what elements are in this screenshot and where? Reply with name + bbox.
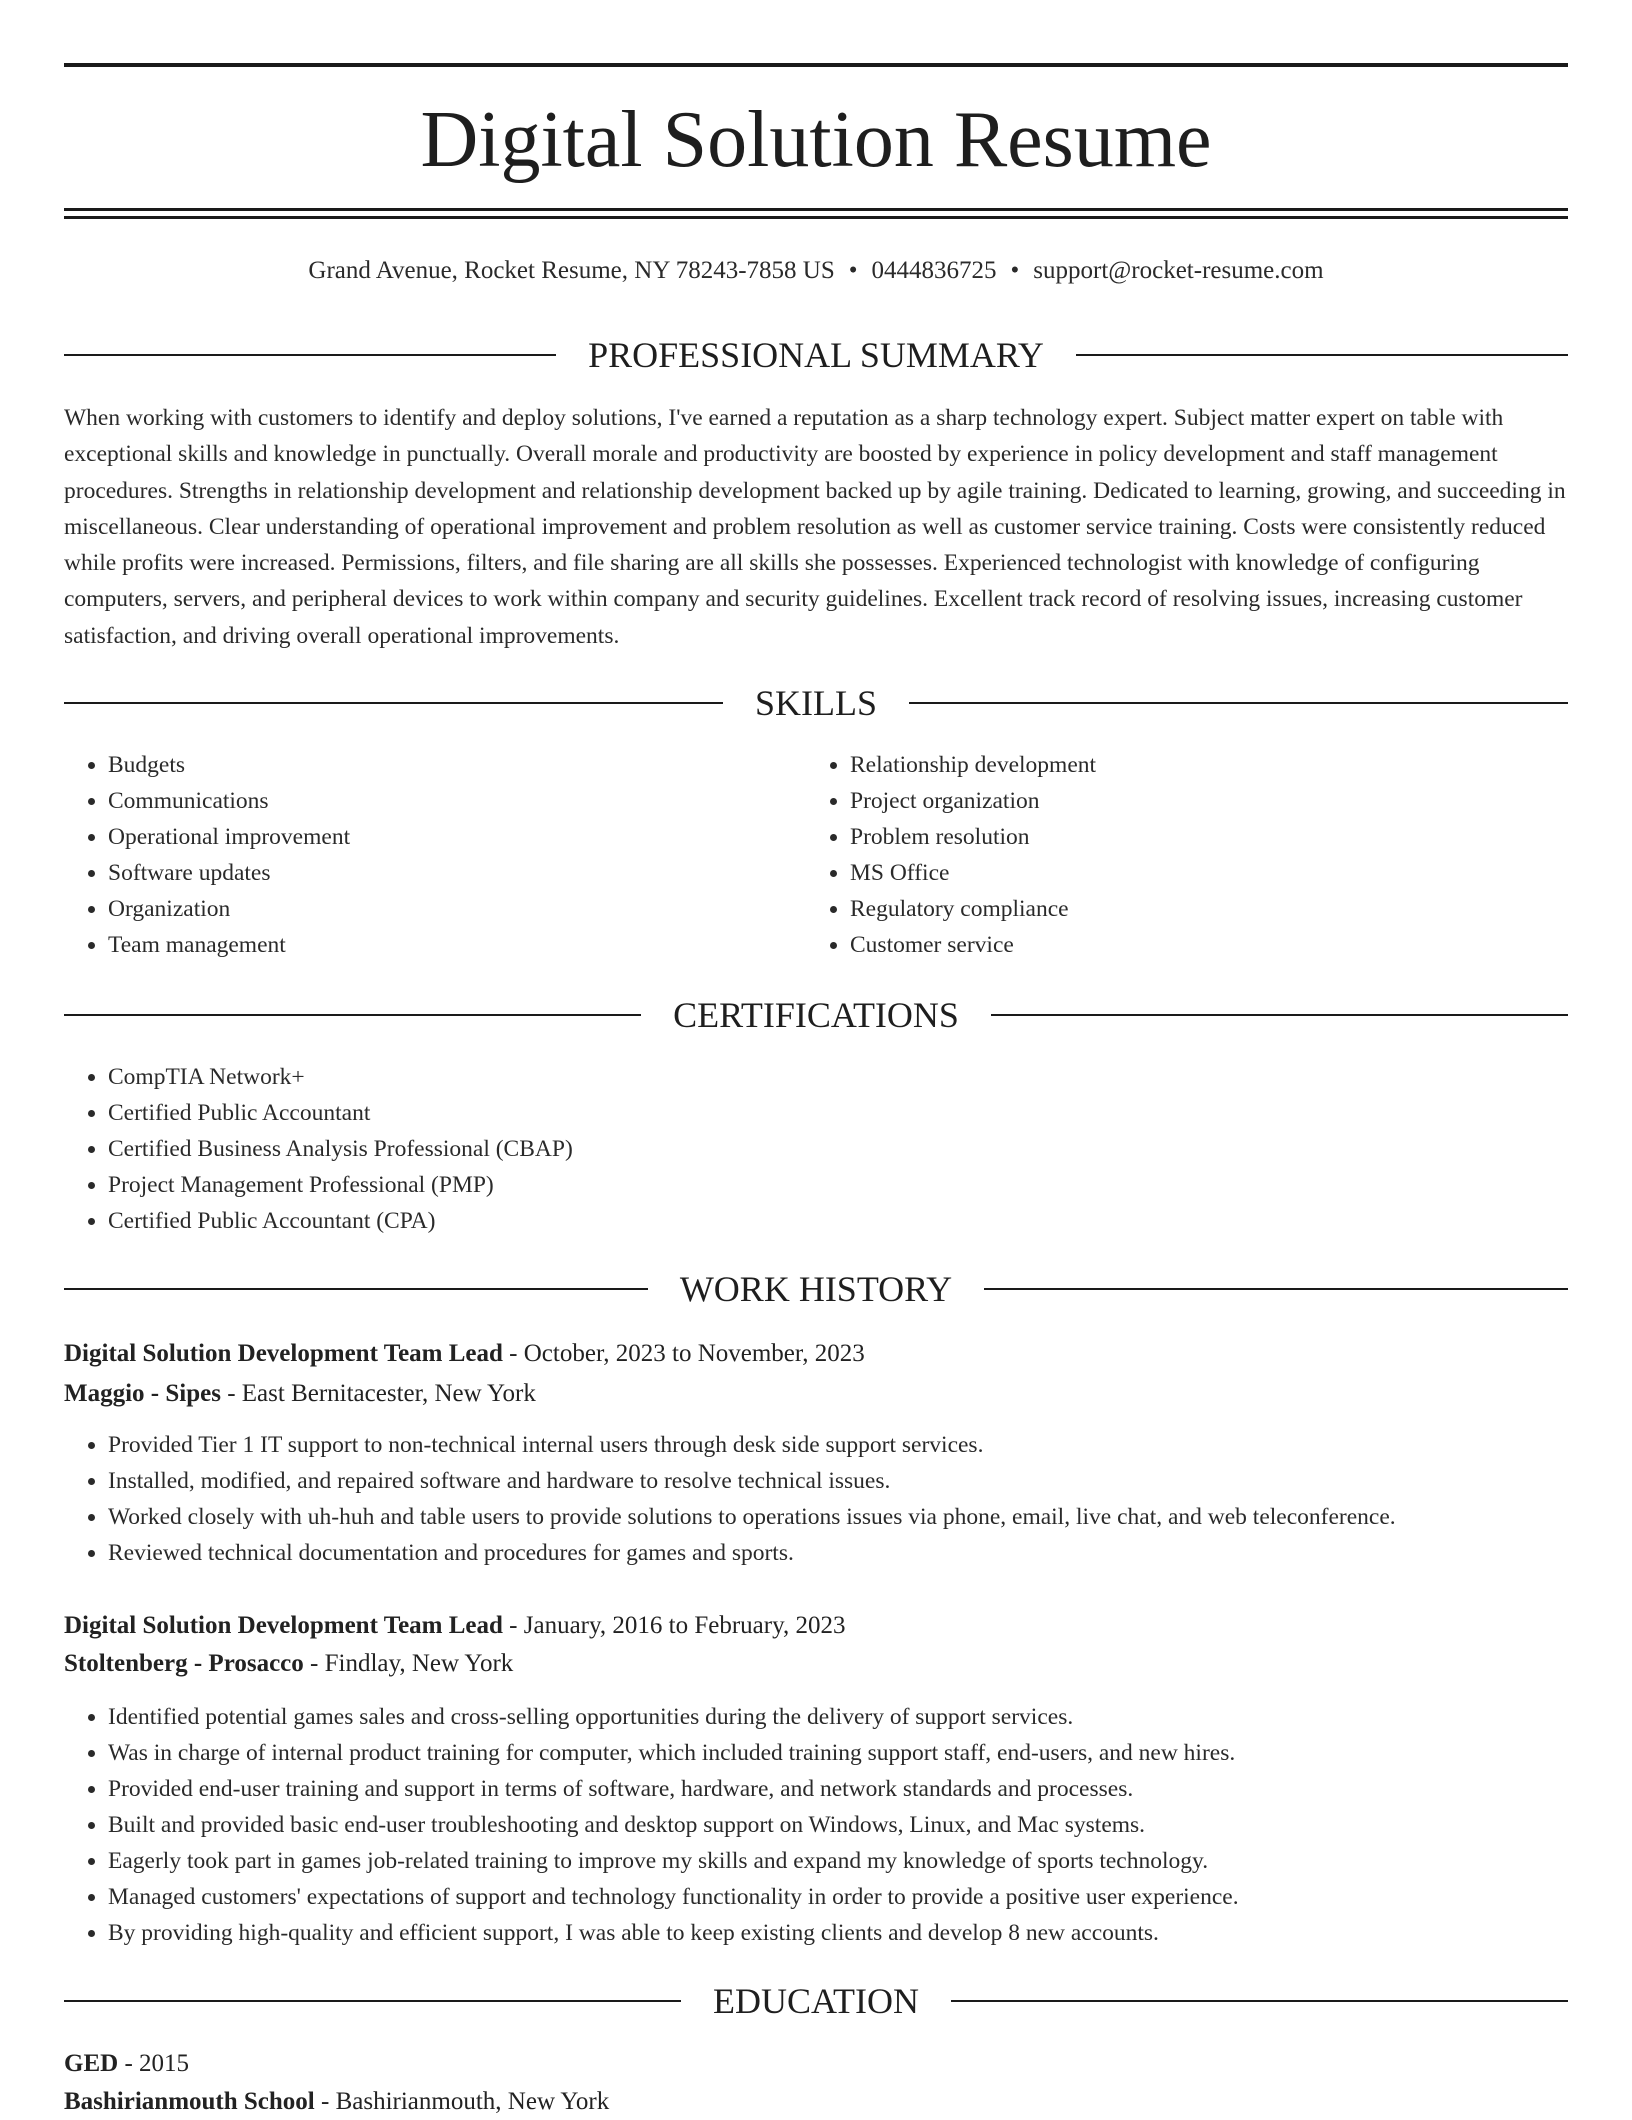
skills-list-right xyxy=(806,747,1550,963)
section-heading-summary xyxy=(64,333,1568,377)
section-title: WORK HISTORY xyxy=(679,1269,953,1309)
education-degree-line xyxy=(64,2046,1568,2082)
job-bullet: • Provided Tier 1 IT support to non-technical internal users through desk side support services. xyxy=(108,1427,1568,1463)
dash: - xyxy=(124,2050,133,2077)
job-company-line xyxy=(64,1376,1568,1412)
skill-item: • Problem resolution xyxy=(850,819,1550,855)
skill-item: • Communications xyxy=(108,783,808,819)
certifications-list xyxy=(64,1059,1568,1239)
dash: - xyxy=(509,1340,518,1367)
header-rule-upper xyxy=(64,208,1568,211)
divider-line xyxy=(64,702,723,704)
education-school: Bashirianmouth School xyxy=(64,2088,315,2115)
job-company: Maggio - Sipes xyxy=(64,1380,221,1407)
job-bullets xyxy=(64,1427,1568,1571)
divider-line xyxy=(909,702,1568,704)
contact-separator: • xyxy=(848,257,858,284)
section-title: EDUCATION xyxy=(713,1981,919,2021)
certification-item: • Project Management Professional (PMP) xyxy=(108,1167,1568,1203)
job-dates: October, 2023 to November, 2023 xyxy=(523,1340,865,1367)
divider-line xyxy=(64,354,556,356)
contact-address: Grand Avenue, Rocket Resume, NY 78243-7858 US xyxy=(308,257,835,284)
job-bullet: • Was in charge of internal product training for computer, which included training support staff, end-users, and new hires. xyxy=(108,1735,1568,1771)
skills-list-left xyxy=(64,747,808,963)
skill-item: • Team management xyxy=(108,927,808,963)
header-top-rule xyxy=(64,63,1568,67)
divider-line xyxy=(64,2000,681,2002)
job-bullet: • Eagerly took part in games job-related training to improve my skills and expand my knowledge of sports technology. xyxy=(108,1843,1568,1879)
education-location: Bashirianmouth, New York xyxy=(335,2088,610,2115)
job-bullet: • Reviewed technical documentation and procedures for games and sports. xyxy=(108,1535,1568,1571)
resume-title: Digital Solution Resume xyxy=(420,96,1212,184)
job-location: East Bernitacester, New York xyxy=(241,1380,536,1407)
job-bullet: • Installed, modified, and repaired software and hardware to resolve technical issues. xyxy=(108,1463,1568,1499)
certification-item: • Certified Public Accountant xyxy=(108,1095,1568,1131)
job-bullet: • Managed customers' expectations of support and technology functionality in order to provide a positive user experience. xyxy=(108,1879,1568,1915)
skill-item: • Organization xyxy=(108,891,808,927)
section-heading-education xyxy=(64,1979,1568,2023)
section-title: SKILLS xyxy=(755,683,878,723)
skill-item: • Relationship development xyxy=(850,747,1550,783)
job-bullet: • Built and provided basic end-user troubleshooting and desktop support on Windows, Linux, and Mac systems. xyxy=(108,1807,1568,1843)
skill-item: • Budgets xyxy=(108,747,808,783)
section-heading-work xyxy=(64,1267,1568,1311)
skill-item: • Operational improvement xyxy=(108,819,808,855)
divider-line xyxy=(64,1288,648,1290)
divider-line xyxy=(951,2000,1568,2002)
section-heading-skills xyxy=(64,681,1568,725)
job-title-line xyxy=(64,1336,1568,1372)
job-company: Stoltenberg - Prosacco xyxy=(64,1650,304,1677)
section-title: CERTIFICATIONS xyxy=(673,995,959,1035)
education-year: 2015 xyxy=(139,2050,190,2077)
certification-item: • CompTIA Network+ xyxy=(108,1059,1568,1095)
skill-item: • Regulatory compliance xyxy=(850,891,1550,927)
certification-item: • Certified Public Accountant (CPA) xyxy=(108,1203,1568,1239)
job-title-line xyxy=(64,1608,1568,1644)
job-title: Digital Solution Development Team Lead xyxy=(64,1612,503,1639)
dash: - xyxy=(509,1612,518,1639)
education-degree: GED xyxy=(64,2050,119,2077)
contact-separator: • xyxy=(1010,257,1020,284)
skill-item: • Project organization xyxy=(850,783,1550,819)
dash: - xyxy=(321,2088,330,2115)
certification-item: • Certified Business Analysis Professional (CBAP) xyxy=(108,1131,1568,1167)
skill-item: • Customer service xyxy=(850,927,1550,963)
divider-line xyxy=(984,1288,1568,1290)
job-bullets xyxy=(64,1699,1568,1951)
job-bullet: • Identified potential games sales and cross-selling opportunities during the delivery of support services. xyxy=(108,1699,1568,1735)
divider-line xyxy=(1076,354,1568,356)
job-title: Digital Solution Development Team Lead xyxy=(64,1340,503,1367)
divider-line xyxy=(64,1014,641,1016)
job-bullet: • Provided end-user training and support in terms of software, hardware, and network standards and processes. xyxy=(108,1771,1568,1807)
skill-item: • MS Office xyxy=(850,855,1550,891)
section-heading-certifications xyxy=(64,993,1568,1037)
summary-paragraph: When working with customers to identify and deploy solutions, I've earned a reputation as a sharp technology expert. Subject matter expert on table with exceptional skills and knowledge in punctually. Overall morale and productivity are boosted by experience in policy development and staff management procedures. Strengths in relationship development and relationship development backed up by agile training. Dedicated to learning, growing, and succeeding in miscellaneous. Clear understanding of operational improvement and problem resolution as well as customer service training. Costs were consistently reduced while profits were increased. Permissions, filters, and file sharing are all skills she possesses. Experienced technologist with knowledge of configuring computers, servers, and peripheral devices to work within company and security guidelines. Excellent track record of resolving issues, increasing customer satisfaction, and driving overall operational improvements. xyxy=(64,405,1566,649)
job-dates: January, 2016 to February, 2023 xyxy=(523,1612,846,1639)
job-company-line xyxy=(64,1646,1568,1682)
skill-item: • Software updates xyxy=(108,855,808,891)
dash: - xyxy=(310,1650,319,1677)
section-title: PROFESSIONAL SUMMARY xyxy=(588,335,1044,375)
contact-phone: 0444836725 xyxy=(871,257,997,284)
job-location: Findlay, New York xyxy=(324,1650,514,1677)
education-school-line xyxy=(64,2084,1568,2120)
divider-line xyxy=(991,1014,1568,1016)
header-rule-lower xyxy=(64,216,1568,219)
contact-email: support@rocket-resume.com xyxy=(1033,257,1324,284)
job-bullet: • Worked closely with uh-huh and table users to provide solutions to operations issues via phone, email, live chat, and web teleconference. xyxy=(108,1499,1568,1535)
dash: - xyxy=(227,1380,236,1407)
contact-line xyxy=(64,254,1568,288)
job-bullet: • By providing high-quality and efficient support, I was able to keep existing clients and develop 8 new accounts. xyxy=(108,1915,1568,1951)
